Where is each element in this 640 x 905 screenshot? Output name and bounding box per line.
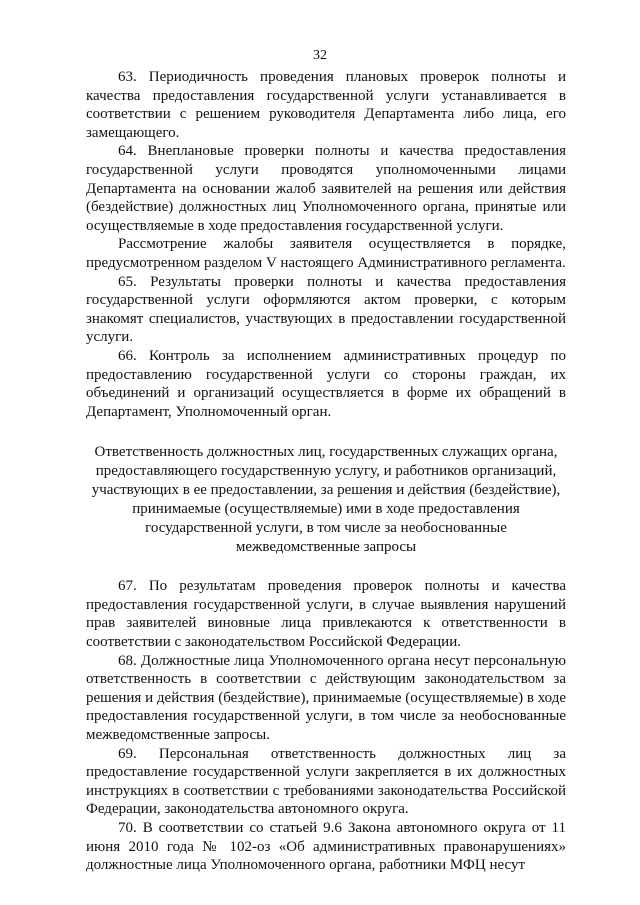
document-body <box>86 68 566 875</box>
paragraph-63: 63. Периодичность проведения плановых проверок полноты и качества предоставления государственной услуги устанавливается в соответствии с решением руководителя Департамента либо лица, его замещающего. <box>86 69 566 141</box>
section-heading <box>86 443 566 557</box>
section-heading-line: участвующих в ее предоставлении, за решения и действия (бездействие), <box>91 482 561 499</box>
section-heading-line: Ответственность должностных лиц, государственных служащих органа, <box>94 444 558 461</box>
paragraph-68: 68. Должностные лица Уполномоченного органа несут персональную ответственность в соответствии с действующим законодательством за решения и действия (бездействие), принимаемые (осуществляемые) в ходе предоставления государственной услуги, в том числе за необоснованные межведомственные запросы. <box>86 652 566 744</box>
paragraph-64: 64. Внеплановые проверки полноты и качества предоставления государственной услуги проводятся уполномоченными лицами Департамента на основании жалоб заявителей на решения или действия (бездействие) должностных лиц Уполномоченного органа, принятые или осуществляемые в ходе предоставления государственной услуги. <box>86 143 566 234</box>
page-number: 32 <box>313 48 327 63</box>
paragraph-66: 66. Контроль за исполнением административных процедур по предоставлению государственной услуги со стороны граждан, их объединений и организаций осуществляется в форме их обращений в Департамент, Уполномоченный орган. <box>86 347 566 420</box>
paragraph-complaint-review: Рассмотрение жалобы заявителя осуществляется в порядке, предусмотренном разделом V настоящего Административного регламента. <box>86 236 566 271</box>
section-heading-line: межведомственные запросы <box>235 539 417 556</box>
paragraph-67: 67. По результатам проведения проверок полноты и качества предоставления государственной услуги, в случае выявления нарушений прав заявителей виновные лица привлекаются к ответственности в соответствии с законодательством Российской Федерации. <box>86 578 566 651</box>
section-heading-line: принимаемые (осуществляемые) ими в ходе предоставления <box>132 501 520 518</box>
paragraph-65: 65. Результаты проверки полноты и качества предоставления государственной услуги оформляются актом проверки, с которым знакомят специалистов, участвующих в предоставлении государственной услуги. <box>86 273 566 346</box>
section-heading-line: предоставляющего государственную услугу, и работников организаций, <box>95 463 557 480</box>
paragraph-70: 70. В соответствии со статьей 9.6 Закона автономного округа от 11 июня 2010 года № 102-оз «Об административных правонарушениях» должностные лица Уполномоченного органа, работники МФЦ несут <box>86 820 566 874</box>
section-heading-line: государственной услуги, в том числе за необоснованные <box>145 520 507 537</box>
paragraph-69: 69. Персональная ответственность должностных лиц за предоставление государственной услуги закрепляется в их должностных инструкциях в соответствии с требованиями законодательства Российской Федерации, законодательства автономного округа. <box>86 745 566 818</box>
